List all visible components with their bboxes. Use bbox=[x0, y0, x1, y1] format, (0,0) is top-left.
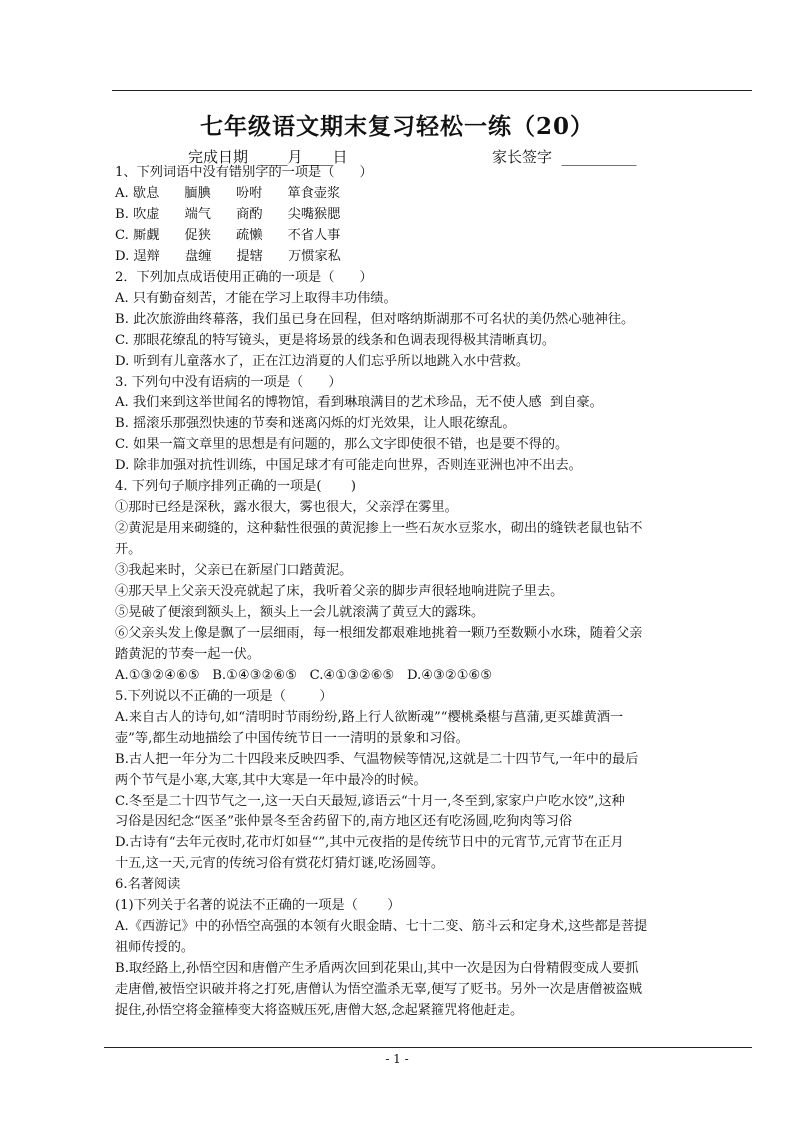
text-line: D. 逞辩 盘缠 提辖 万惯家私 bbox=[115, 248, 341, 264]
text-line: 捉住,孙悟空将金箍棒变大将盗贼压死,唐僧大怒,念起紧箍咒将他赶走。 bbox=[115, 1003, 524, 1018]
text-line: ①那时已经是深秋，露水很大，雾也很大，父亲浮在雾里。 bbox=[115, 500, 458, 516]
text-line: 1、下列词语中没有错别字的一项是（ ） bbox=[115, 165, 373, 180]
text-line: B.取经路上,孙悟空因和唐僧产生矛盾两次回到花果山,其中一次是因为白骨精假变成人要抓 bbox=[115, 961, 639, 977]
text-line: 3. 下列句中没有语病的一项是（ ） bbox=[115, 374, 342, 390]
parent-signature-field: 家长签字 __________ bbox=[492, 148, 637, 166]
text-line: 5.下列说以不正确的一项是（ ） bbox=[115, 688, 333, 704]
text-line: A. 歇息 腼腆 吩咐 箪食壶浆 bbox=[115, 185, 341, 201]
text-line: ⑤晃破了便滚到额头上，额头上一会儿就滚满了黄豆大的露珠。 bbox=[115, 604, 485, 620]
text-line: B. 此次旅游曲终幕落，我们虽已身在回程，但对喀纳斯湖那不可名状的美仍然心驰神往。 bbox=[115, 311, 635, 327]
text-line: C.冬至是二十四节气之一,这一天白天最短,谚语云“十月一,冬至到,家家户户吃水饺”,这种 bbox=[115, 793, 625, 809]
text-line: A.来自古人的诗句,如“清明时节雨纷纷,路上行人欲断魂”“樱桃桑椹与菖蒲,更买雄黄酒一 bbox=[115, 709, 624, 725]
text-line: 壶”等,都生动地描绘了中国传统节日一一清明的景象和习俗。 bbox=[115, 730, 469, 746]
text-line: B. 吹虚 端气 商酌 尖嘴猴腮 bbox=[115, 206, 341, 222]
text-line: D.古诗有“去年元夜时,花市灯如昼“”,其中元夜指的是传统节日中的元宵节,元宵节在正月 bbox=[115, 835, 624, 851]
text-line: ③我起来时，父亲已在新屋门口踏黄泥。 bbox=[115, 563, 353, 579]
text-line: ⑥父亲头发上像是飘了一层细雨，每一根细发都艰难地挑着一颗乃至数颗小水珠，随着父亲 bbox=[115, 625, 643, 641]
text-line: 开。 bbox=[115, 542, 142, 558]
text-line: A.①③②④⑥⑤ B.①④③②⑥⑤ C.④①③②⑥⑤ D.④③②①⑥⑤ bbox=[115, 667, 493, 683]
completion-date-field: 完成日期 ____月____日 bbox=[188, 148, 348, 166]
text-line: 踏黄泥的节奏一起一伏。 bbox=[115, 646, 261, 662]
text-line: B. 摇滚乐那强烈快速的节奏和迷离闪烁的灯光效果，让人眼花缭乱。 bbox=[115, 416, 516, 432]
text-line: ④那天早上父亲天没亮就起了床，我听着父亲的脚步声很轻地响进院子里去。 bbox=[115, 584, 564, 599]
text-line: C. 那眼花缭乱的特写镜头，更是将场景的线条和色调表现得极其清晰真切。 bbox=[115, 332, 556, 348]
page-title: 七年级语文期末复习轻松一练（20） bbox=[199, 113, 594, 140]
text-line: 两个节气是小寒,大寒,其中大寒是一年中最冷的时候。 bbox=[115, 772, 427, 788]
text-line: 6.名著阅读 bbox=[115, 877, 181, 893]
text-line: ②黄泥是用来砌缝的，这种黏性很强的黄泥掺上一些石灰水豆浆水，砌出的缝铁老鼠也钻不 bbox=[115, 521, 643, 537]
text-line: D. 除非加强对抗性训练，中国足球才有可能走向世界，否则连亚洲也冲不出去。 bbox=[115, 458, 582, 474]
text-line: 4. 下列句子顺序排列正确的一项是( ) bbox=[115, 479, 357, 495]
text-line: 走唐僧,被悟空识破并将之打死,唐僧认为悟空滥杀无辜,便写了贬书。另外一次是唐僧被盗贼 bbox=[115, 982, 642, 998]
text-line: D. 听到有儿童落水了，正在江边消夏的人们忘乎所以地跳入水中营救。 bbox=[115, 353, 530, 369]
bottom-rule bbox=[104, 1047, 752, 1048]
text-line: B.古人把一年分为二十四段来反映四季、气温物候等情况,这就是二十四节气,一年中的最后 bbox=[115, 751, 639, 767]
text-line: 祖师传授的。 bbox=[115, 940, 195, 956]
text-line: C. 厮觑 促狭 疏懒 不省人事 bbox=[115, 227, 341, 243]
text-line: (1)下列关于名著的说法不正确的一项是（ ） bbox=[115, 898, 401, 914]
text-line: 2．下列加点成语使用正确的一项是（ ） bbox=[115, 269, 373, 285]
top-rule bbox=[112, 90, 752, 91]
text-line: 十五,这一天,元宵的传统习俗有赏花灯猜灯谜,吃汤圆等。 bbox=[115, 856, 445, 872]
text-line: 习俗是因纪念“医圣”张仲景冬至舍药留下的,南方地区还有吃汤圆,吃狗肉等习俗 bbox=[115, 814, 573, 830]
text-line: A. 只有勤奋刻苦，才能在学习上取得丰功伟绩。 bbox=[115, 290, 397, 306]
text-line: A. 我们来到这举世闻名的博物馆，看到琳琅满目的艺术珍品，无不使人感 到自豪。 bbox=[115, 395, 603, 411]
page-number: - 1 - bbox=[385, 1052, 409, 1066]
text-line: C. 如果一篇文章里的思想是有问题的，那么文字即使很不错，也是要不得的。 bbox=[115, 437, 569, 453]
text-line: A.《西游记》中的孙悟空高强的本领有火眼金睛、七十二变、筋斗云和定身术,这些都是菩提 bbox=[115, 919, 648, 935]
